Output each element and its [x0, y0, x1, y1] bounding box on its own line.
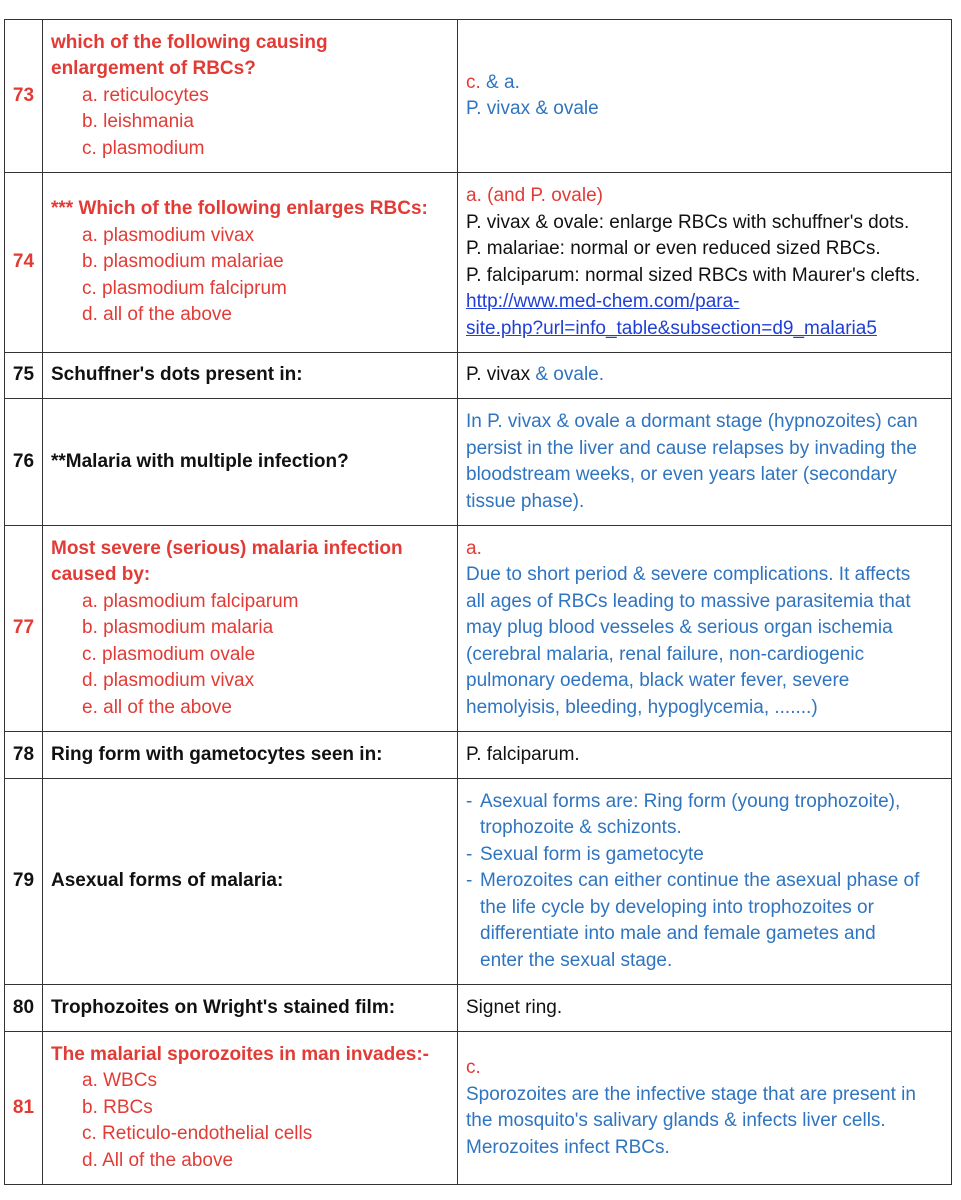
bullet-dash: -	[466, 790, 473, 812]
answer-line: pulmonary oedema, black water fever, severe	[466, 670, 850, 692]
answer-line: P. falciparum: normal sized RBCs with Maurer's clefts.	[466, 264, 921, 286]
table-row	[5, 526, 952, 732]
option-item: c. Reticulo-endothelial cells	[82, 1123, 313, 1145]
bullet-dash: -	[466, 843, 473, 865]
table-row	[5, 399, 952, 526]
answer-cell	[458, 1032, 952, 1185]
bullet-item	[466, 842, 943, 869]
answer-text: P. vivax	[466, 364, 531, 386]
table-row	[5, 353, 952, 399]
answer-line: Merozoites infect RBCs.	[466, 1136, 670, 1158]
question-number: 81	[5, 1032, 43, 1185]
option-item: c. plasmodium falciprum	[82, 277, 287, 299]
answer-line	[466, 70, 943, 97]
answer-line: may plug blood vesseles & serious organ ischemia	[466, 617, 893, 639]
answer-cell	[458, 526, 952, 732]
bullet-item	[466, 868, 943, 974]
table-row	[5, 985, 952, 1032]
question-number: 78	[5, 732, 43, 779]
answer-line: differentiate into male and female gametes and	[480, 923, 876, 945]
question-number: 80	[5, 985, 43, 1032]
question-cell	[43, 20, 458, 173]
option-item: b. plasmodium malariae	[82, 251, 284, 273]
answer-line: all ages of RBCs leading to massive parasitemia that	[466, 590, 911, 612]
answer-line: Sexual form is gametocyte	[480, 843, 704, 865]
answer-line: tissue phase).	[466, 490, 585, 512]
option-item: a. plasmodium falciparum	[82, 590, 299, 612]
answer-line: Sporozoites are the infective stage that are present in	[466, 1083, 916, 1105]
question-text: Asexual forms of malaria:	[43, 779, 458, 985]
answer-line: In P. vivax & ovale a dormant stage (hypnozoites) can	[466, 411, 918, 432]
option-item: a. WBCs	[82, 1070, 157, 1092]
question-number: 77	[5, 526, 43, 732]
answer-line: persist in the liver and cause relapses by invading the	[466, 437, 917, 459]
question-cell	[43, 173, 458, 353]
answer-text: & a.	[480, 71, 520, 93]
question-cell	[43, 1032, 458, 1185]
answer-text: & ovale.	[530, 364, 605, 386]
bullet-dash: -	[466, 870, 473, 892]
question-cell	[43, 526, 458, 732]
bullet-item	[466, 789, 943, 842]
answer-cell	[458, 20, 952, 173]
answer-letter: c.	[466, 1057, 481, 1078]
answer-letter: a.	[466, 537, 482, 559]
answer-cell	[458, 399, 952, 526]
option-item: d. plasmodium vivax	[82, 670, 255, 692]
answer-line: hemolyisis, bleeding, hypoglycemia, .......)	[466, 696, 818, 718]
option-item: c. plasmodium	[82, 137, 205, 159]
answer-line: a. (and P. ovale)	[466, 185, 603, 206]
question-number: 74	[5, 173, 43, 353]
question-text: Trophozoites on Wright's stained film:	[43, 985, 458, 1032]
answer-line: the mosquito's salivary glands & infects liver cells.	[466, 1110, 886, 1131]
question-text: caused by:	[51, 564, 151, 586]
option-item: c. plasmodium ovale	[82, 643, 256, 665]
question-number: 73	[5, 20, 43, 173]
answer-line: P. vivax & ovale: enlarge RBCs with schuffner's dots.	[466, 211, 910, 233]
option-item: a. reticulocytes	[82, 84, 209, 106]
answer-letter: c.	[466, 71, 481, 93]
question-number: 79	[5, 779, 43, 985]
answer-line: Merozoites can either continue the asexual phase of	[480, 870, 920, 892]
answer-cell	[458, 353, 952, 399]
table-row	[5, 779, 952, 985]
option-item: d. All of the above	[82, 1149, 234, 1171]
question-text: **Malaria with multiple infection?	[43, 399, 458, 526]
answer-line: Due to short period & severe complications. It affects	[466, 564, 911, 586]
answer-line: trophozoite & schizonts.	[480, 817, 682, 839]
question-number: 75	[5, 353, 43, 399]
question-text: Ring form with gametocytes seen in:	[43, 732, 458, 779]
table-row	[5, 173, 952, 353]
question-text: The malarial sporozoites in man invades:-	[51, 1043, 429, 1065]
table-row	[5, 732, 952, 779]
reference-link[interactable]: site.php?url=info_table&subsection=d9_malaria5	[466, 317, 877, 339]
answer-line: enter the sexual stage.	[480, 949, 673, 971]
question-text: *** Which of the following enlarges RBCs:	[51, 198, 428, 220]
option-item: e. all of the above	[82, 696, 232, 718]
option-item: b. RBCs	[82, 1096, 153, 1118]
table-row	[5, 20, 952, 173]
answer-line: bloodstream weeks, or even years later (secondary	[466, 464, 897, 485]
question-text: which of the following causing	[51, 31, 328, 53]
option-item: d. all of the above	[82, 304, 232, 326]
answer-text: Signet ring.	[458, 985, 952, 1032]
answer-text: P. falciparum.	[458, 732, 952, 779]
reference-link[interactable]: http://www.med-chem.com/para-	[466, 291, 740, 312]
answer-line: Asexual forms are: Ring form (young trophozoite),	[480, 790, 901, 812]
answer-line: P. vivax & ovale	[466, 98, 599, 119]
qa-table	[4, 19, 952, 1185]
question-text: enlargement of RBCs?	[51, 58, 256, 80]
option-item: b. leishmania	[82, 111, 194, 133]
question-number: 76	[5, 399, 43, 526]
option-item: b. plasmodium malaria	[82, 617, 274, 639]
answer-cell	[458, 173, 952, 353]
answer-line: P. malariae: normal or even reduced sized RBCs.	[466, 238, 881, 259]
answer-line: (cerebral malaria, renal failure, non-cardiogenic	[466, 643, 865, 665]
answer-line: the life cycle by developing into trophozoites or	[480, 896, 874, 918]
answer-cell	[458, 779, 952, 985]
question-text: Most severe (serious) malaria infection	[51, 537, 403, 559]
question-text: Schuffner's dots present in:	[43, 353, 458, 399]
option-item: a. plasmodium vivax	[82, 224, 255, 246]
table-row	[5, 1032, 952, 1185]
